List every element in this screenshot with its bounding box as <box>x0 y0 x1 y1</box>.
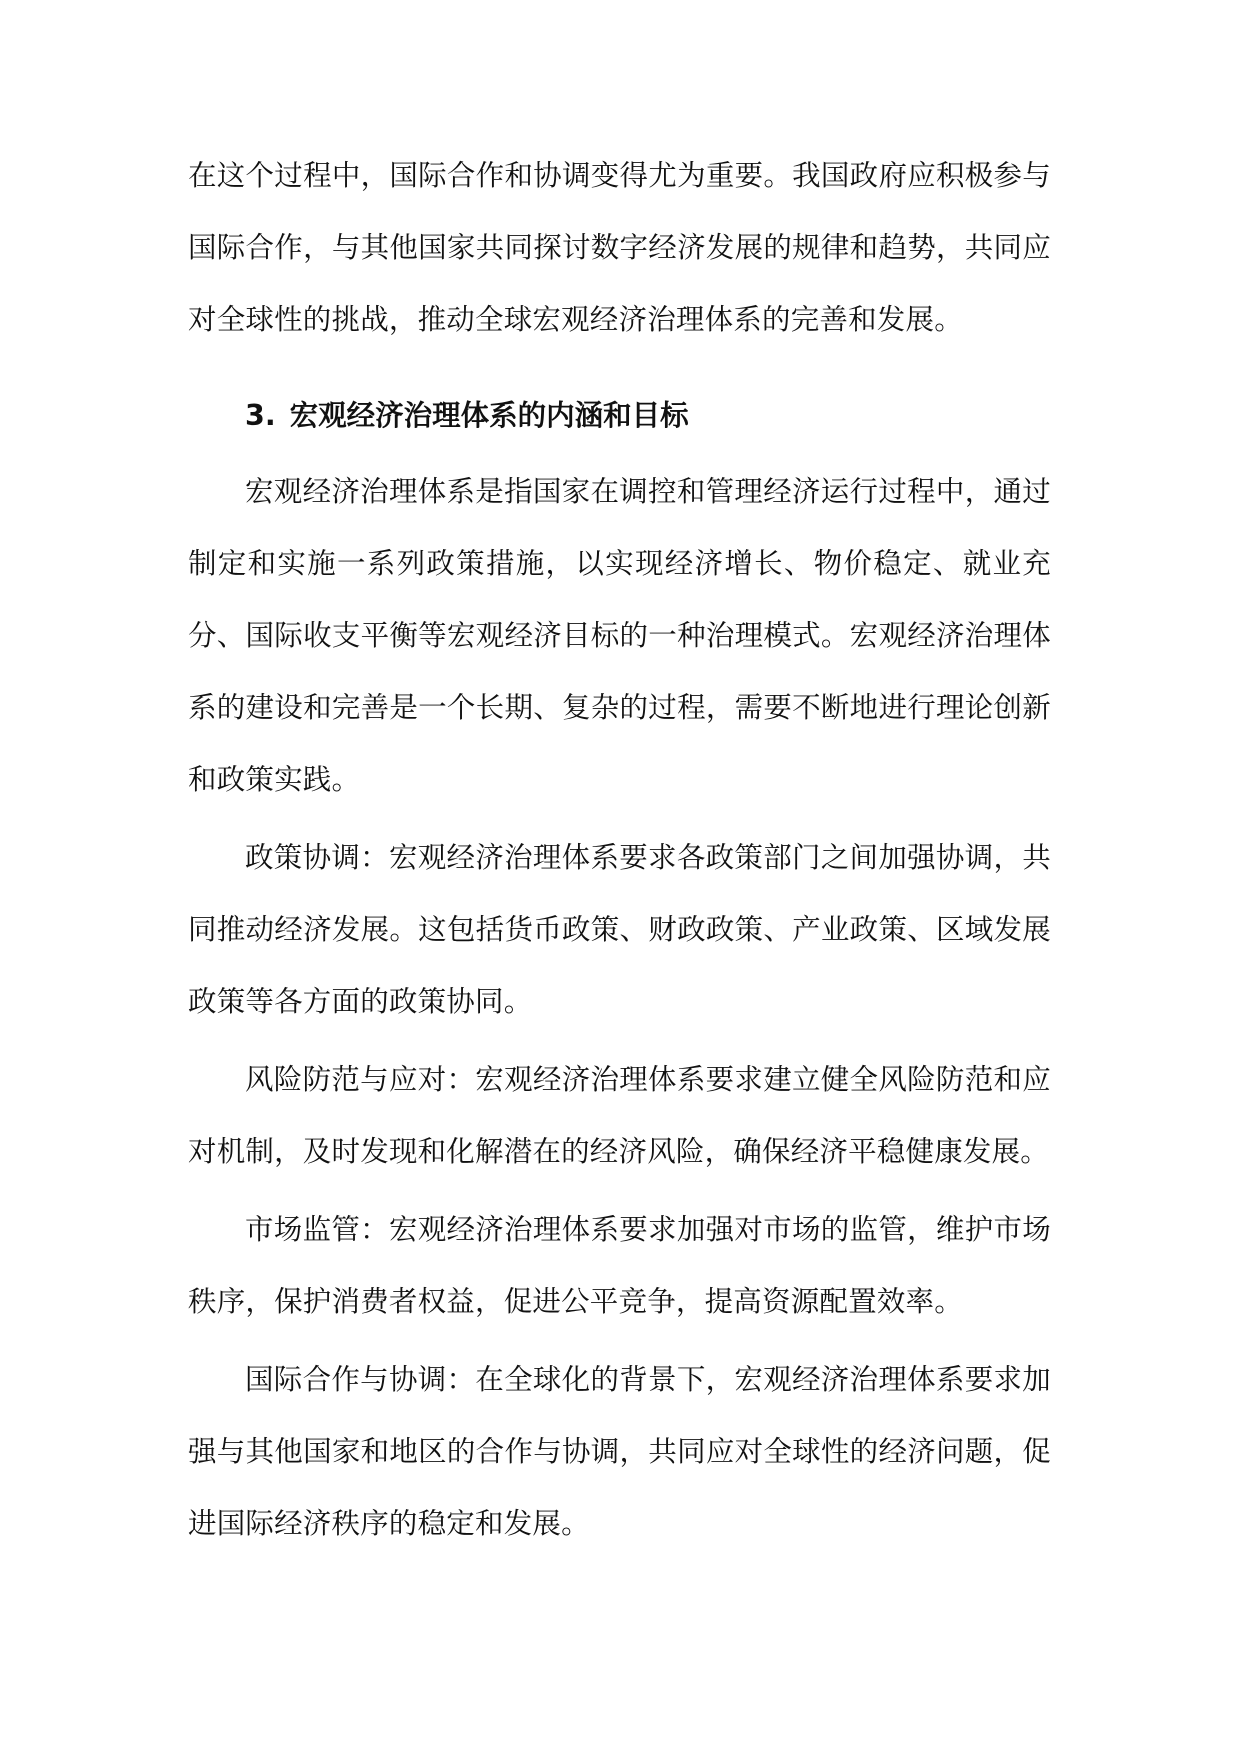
document-body <box>188 140 1051 1566</box>
section-heading <box>188 380 1051 452</box>
paragraph-definition: 宏观经济治理体系是指国家在调控和管理经济运行过程中，通过制定和实施一系列政策措施，以实现经济增长、物价稳定、就业充分、国际收支平衡等宏观经济目标的一种治理模式。宏观经济治理体系的建设和完善是一个长期、复杂的过程，需要不断地进行理论创新和政策实践。 <box>188 475 1051 796</box>
paragraph-international-cooperation: 国际合作与协调：在全球化的背景下，宏观经济治理体系要求加强与其他国家和地区的合作与协调，共同应对全球性的经济问题，促进国际经济秩序的稳定和发展。 <box>188 1363 1051 1540</box>
paragraph-market-supervision: 市场监管：宏观经济治理体系要求加强对市场的监管，维护市场秩序，保护消费者权益，促进公平竞争，提高资源配置效率。 <box>188 1213 1051 1318</box>
paragraph-risk-prevention: 风险防范与应对：宏观经济治理体系要求建立健全风险防范和应对机制，及时发现和化解潜在的经济风险，确保经济平稳健康发展。 <box>188 1063 1051 1168</box>
paragraph-policy-coordination: 政策协调：宏观经济治理体系要求各政策部门之间加强协调，共同推动经济发展。这包括货币政策、财政政策、产业政策、区域发展政策等各方面的政策协同。 <box>188 841 1051 1018</box>
section-number: 3. <box>245 399 276 432</box>
paragraph-intro: 在这个过程中，国际合作和协调变得尤为重要。我国政府应积极参与国际合作，与其他国家共同探讨数字经济发展的规律和趋势，共同应对全球性的挑战，推动全球宏观经济治理体系的完善和发展。 <box>188 159 1051 336</box>
section-title: 宏观经济治理体系的内涵和目标 <box>289 399 689 432</box>
